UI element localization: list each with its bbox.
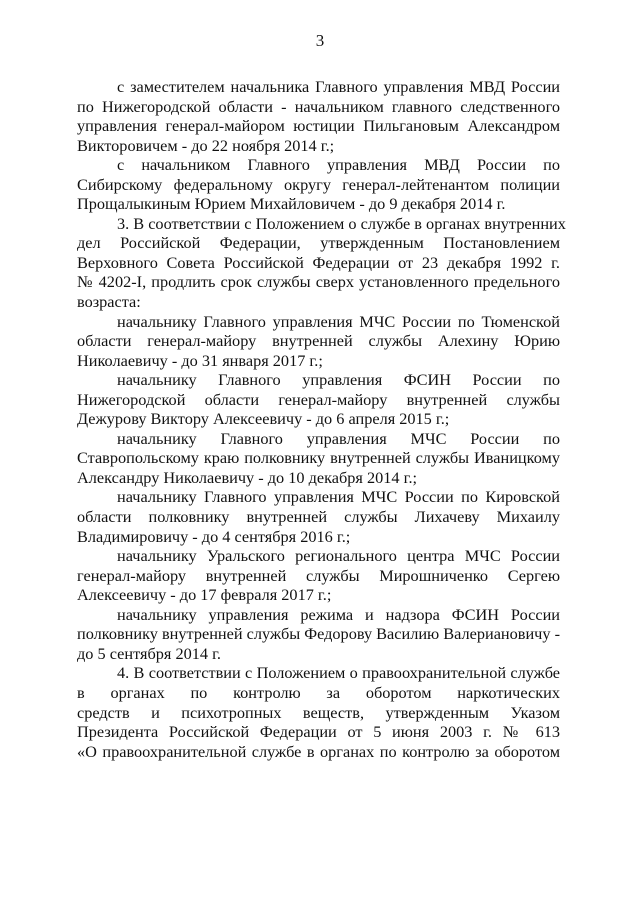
text-line: в органах по контролю за оборотом наркотических [77,682,560,702]
text-line: Нижегородской области генерал-майору внутренней службы [77,389,560,409]
text-line: Николаевичу - до 31 января 2017 г.; [77,350,323,370]
paragraph-tyumen [77,312,560,371]
text-line: Алексеевичу - до 17 февраля 2017 г.; [77,585,332,605]
text-line: управления генерал-майором юстиции Пильгановым Александром [77,116,560,136]
text-line: возраста: [77,292,141,312]
text-line: «О правоохранительной службе в органах по контролю за оборотом [77,741,560,761]
text-line: начальнику Уральского регионального центра МЧС России [117,546,560,566]
text-line: 3. В соответствии с Положением о службе в органах внутренних [117,213,566,233]
paragraph-fsin-regime [77,605,560,664]
paragraph-fsin-nizhny-novgorod [77,370,560,429]
text-line: области генерал-майору внутренней службы Алехину Юрию [77,331,560,351]
text-line: с начальником Главного управления МВД России по [117,155,560,175]
text-line: № 4202-I, продлить срок службы сверх установленного предельного [77,272,560,292]
text-line: Ставропольскому краю полковнику внутренней службы Иваницкому [77,448,560,468]
paragraph-ural-center [77,546,560,605]
text-line: начальнику управления режима и надзора ФСИН России [117,604,560,624]
text-line: Дежурову Виктору Алексеевичу - до 6 апреля 2015 г.; [77,409,450,429]
text-line: полковнику внутренней службы Федорову Василию Валериановичу - [77,624,561,644]
text-line: Прощалыкиным Юрием Михайловичем - до 9 декабря 2014 г. [77,194,506,214]
text-line: области полковнику внутренней службы Лихачеву Михаилу [77,507,560,527]
text-line: Александру Николаевичу - до 10 декабря 2014 г.; [77,467,418,487]
text-line: начальнику Главного управления МЧС России по Тюменской [117,311,560,331]
paragraph-deputy-nizhny-novgorod [77,77,560,155]
paragraph-kirov [77,487,560,546]
paragraph-stavropol [77,429,560,488]
page-number: 3 [315,31,325,50]
text-line: средств и психотропных веществ, утвержденным Указом [77,702,560,722]
text-line: начальнику Главного управления МЧС России по Кировской [117,487,560,507]
text-line: Викторовичем - до 22 ноября 2014 г.; [77,135,335,155]
paragraph-item-3 [77,213,566,312]
text-line: Сибирскому федеральному округу генерал-лейтенантом полиции [77,174,560,194]
text-line: Президента Российской Федерации от 5 июня 2003 г. № 613 [77,722,560,742]
text-line: Верховного Совета Российской Федерации от 23 декабря 1992 г. [77,252,560,272]
text-line: 4. В соответствии с Положением о правоохранительной службе [117,663,560,683]
paragraph-siberian-district [77,155,560,214]
text-line: Владимировичу - до 4 сентября 2016 г.; [77,526,351,546]
text-line: до 5 сентября 2014 г. [77,643,221,663]
text-line: начальнику Главного управления МЧС России по [117,428,560,448]
text-line: начальнику Главного управления ФСИН России по [117,370,560,390]
text-line: генерал-майору внутренней службы Мирошниченко Сергею [77,565,560,585]
text-line: с заместителем начальника Главного управления МВД России [117,77,560,96]
paragraph-item-4 [77,663,560,761]
text-line: по Нижегородской области - начальником главного следственного [77,96,560,116]
text-line: дел Российской Федерации, утвержденным Постановлением [77,233,560,253]
document-body [77,77,566,761]
